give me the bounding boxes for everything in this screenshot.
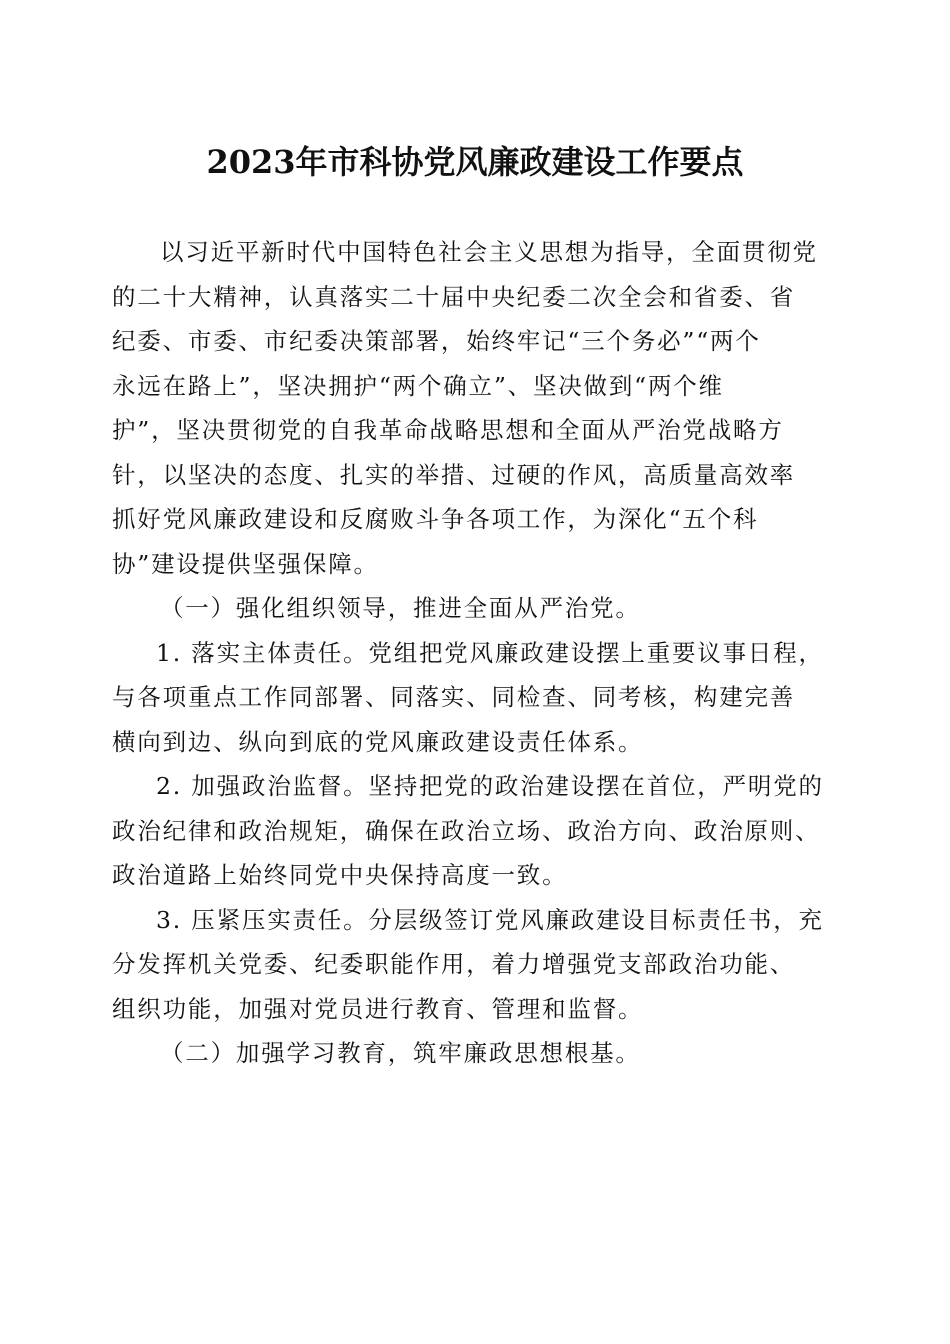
body-line: 抓好党风廉政建设和反腐败斗争各项工作，为深化“五个科	[112, 505, 759, 533]
list-item-line: 1. 落实主体责任。党组把党风廉政建设摆上重要议事日程，	[156, 638, 824, 667]
body-line: 协”建设提供坚强保障。	[112, 549, 379, 578]
section-heading: （二）加强学习教育，筑牢廉政思想根基。	[160, 1039, 641, 1067]
list-item-line: 3. 压紧压实责任。分层级签订党风廉政建设目标责任书，充	[156, 905, 824, 934]
body-line: 分发挥机关党委、纪委职能作用，着力增强党支部政治功能、	[112, 950, 796, 978]
body-line: 以习近平新时代中国特色社会主义思想为指导，全面贯彻党	[160, 238, 818, 266]
body-line: 针，以坚决的态度、扎实的举措、过硬的作风，高质量高效率	[112, 460, 796, 489]
document-body	[112, 230, 842, 1076]
body-line: 政治道路上始终同党中央保持高度一致。	[112, 861, 568, 889]
body-line: 的二十大精神，认真落实二十届中央纪委二次全会和省委、省	[112, 282, 796, 311]
body-line: 护”，坚决贯彻党的自我革命战略思想和全面从严治党战略方	[112, 416, 784, 444]
body-line: 横向到边、纵向到底的党风廉政建设责任体系。	[112, 727, 644, 756]
body-line: 纪委、市委、市纪委决策部署，始终牢记“三个务必”“两个	[112, 327, 761, 355]
body-line: 政治纪律和政治规矩，确保在政治立场、政治方向、政治原则、	[112, 816, 821, 845]
body-line: 与各项重点工作同部署、同落实、同检查、同考核，构建完善	[112, 683, 796, 711]
body-line: 组织功能，加强对党员进行教育、管理和监督。	[112, 994, 644, 1023]
list-item-line: 2. 加强政治监督。坚持把党的政治建设摆在首位，严明党的	[156, 772, 824, 800]
section-heading: （一）强化组织领导，推进全面从严治党。	[160, 594, 641, 622]
document-title: 2023年市科协党风廉政建设工作要点	[206, 143, 744, 181]
body-line: 永远在路上”，坚决拥护“两个确立”、坚决做到“两个维	[112, 371, 724, 400]
